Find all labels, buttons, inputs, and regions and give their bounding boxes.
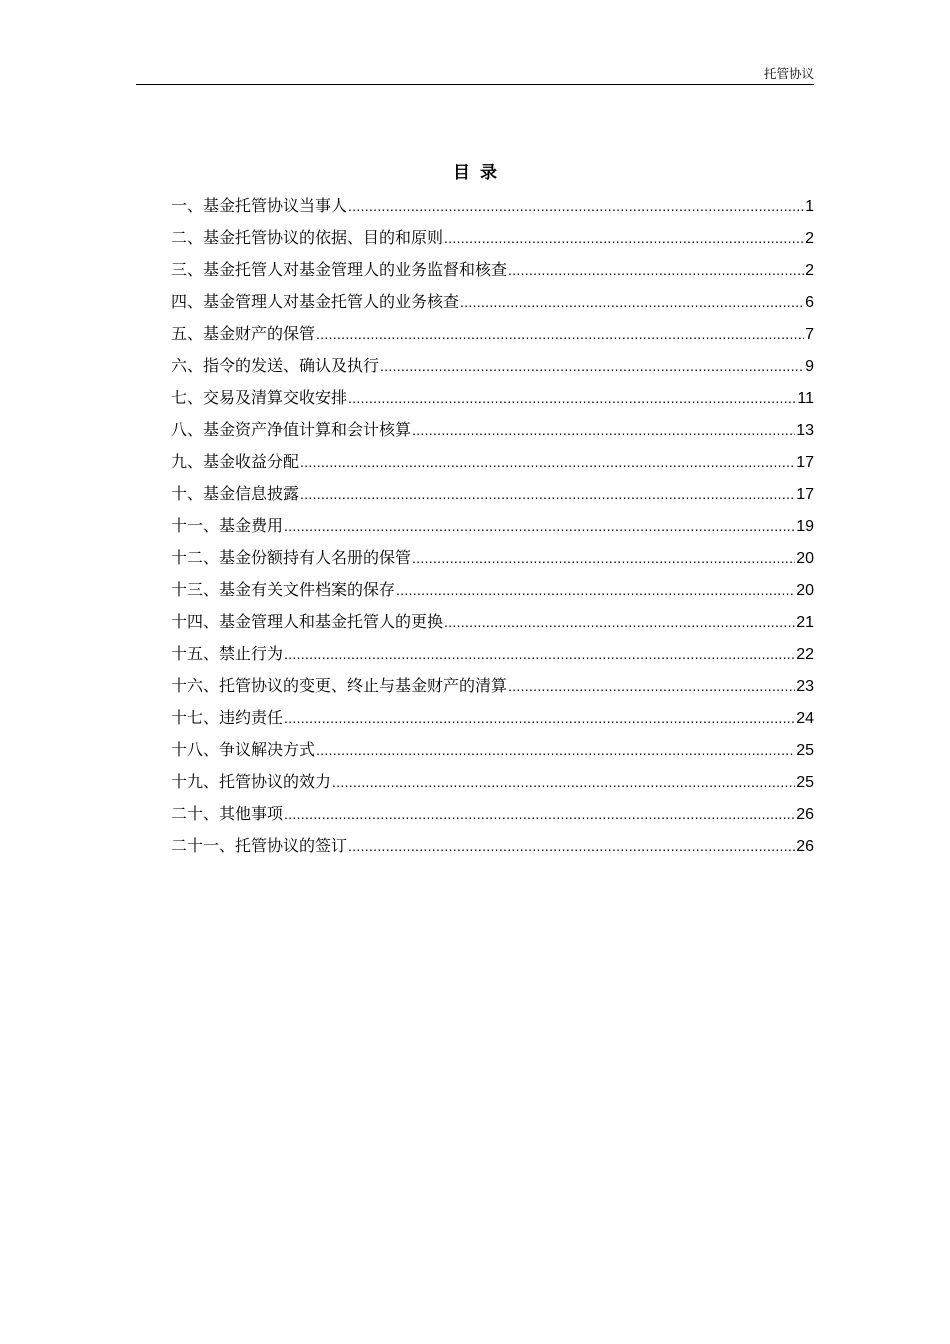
toc-entry[interactable] <box>171 353 814 385</box>
toc-leader-dots <box>284 705 795 731</box>
toc-entry-label: 十五、禁止行为 <box>171 644 284 663</box>
toc-entry-page: 26 <box>796 838 814 855</box>
toc-leader-dots <box>316 737 795 763</box>
toc-entry[interactable] <box>171 769 814 801</box>
toc-entry-label: 二、基金托管协议的依据、目的和原则 <box>171 228 444 247</box>
toc-entry[interactable] <box>171 673 814 705</box>
toc-entry-label: 十九、托管协议的效力 <box>171 772 332 791</box>
toc-entry[interactable] <box>171 513 814 545</box>
toc-entry[interactable] <box>171 449 814 481</box>
toc-entry[interactable] <box>171 705 814 737</box>
toc-entry[interactable] <box>171 545 814 577</box>
toc-leader-dots <box>332 769 795 795</box>
toc-entry-page: 17 <box>796 454 814 471</box>
toc-leader-dots <box>412 417 795 443</box>
toc-entry-label: 一、基金托管协议当事人 <box>171 196 348 215</box>
toc-entry-label: 二十一、托管协议的签订 <box>171 836 348 855</box>
toc-leader-dots <box>300 481 795 507</box>
toc-entry-page: 20 <box>796 582 814 599</box>
toc-entry[interactable] <box>171 833 814 865</box>
toc-entry-page: 21 <box>796 614 814 631</box>
toc-entry-label: 五、基金财产的保管 <box>171 324 316 343</box>
toc-entry[interactable] <box>171 257 814 289</box>
toc-leader-dots <box>348 193 804 219</box>
toc-entry-page: 26 <box>796 806 814 823</box>
toc-entry-label: 十二、基金份额持有人名册的保管 <box>171 548 412 567</box>
toc-leader-dots <box>508 257 804 283</box>
toc-entry-label: 三、基金托管人对基金管理人的业务监督和核查 <box>171 260 508 279</box>
toc-entry-page: 23 <box>796 678 814 695</box>
toc-entry[interactable] <box>171 193 814 225</box>
toc-entry-label: 二十、其他事项 <box>171 804 284 823</box>
toc-entry-label: 十三、基金有关文件档案的保存 <box>171 580 396 599</box>
toc-leader-dots <box>284 641 795 667</box>
toc-entry[interactable] <box>171 385 814 417</box>
toc-entry[interactable] <box>171 609 814 641</box>
toc-entry-page: 19 <box>796 518 814 535</box>
toc-entry-label: 六、指令的发送、确认及执行 <box>171 356 380 375</box>
toc-entry-page: 7 <box>805 326 814 343</box>
toc-entry-page: 25 <box>796 774 814 791</box>
toc-leader-dots <box>316 321 804 347</box>
toc-entry[interactable] <box>171 289 814 321</box>
toc-leader-dots <box>412 545 795 571</box>
toc-entry-label: 八、基金资产净值计算和会计核算 <box>171 420 412 439</box>
toc-entry-page: 1 <box>805 198 814 215</box>
toc-entry-label: 十四、基金管理人和基金托管人的更换 <box>171 612 444 631</box>
toc-entry-page: 13 <box>796 422 814 439</box>
toc-entry[interactable] <box>171 641 814 673</box>
toc-entry[interactable] <box>171 577 814 609</box>
toc-entry-page: 11 <box>797 390 814 407</box>
toc-leader-dots <box>348 385 796 411</box>
toc-entry-label: 十六、托管协议的变更、终止与基金财产的清算 <box>171 676 508 695</box>
toc-entry[interactable] <box>171 737 814 769</box>
table-of-contents <box>171 193 814 865</box>
toc-entry[interactable] <box>171 225 814 257</box>
toc-entry-page: 25 <box>796 742 814 759</box>
toc-leader-dots <box>396 577 795 603</box>
toc-title: 目录 <box>453 163 507 183</box>
toc-entry-page: 2 <box>805 230 814 247</box>
toc-leader-dots <box>284 801 795 827</box>
toc-entry-page: 9 <box>805 358 814 375</box>
toc-leader-dots <box>444 225 804 251</box>
toc-entry-page: 22 <box>796 646 814 663</box>
toc-entry-page: 6 <box>805 294 814 311</box>
toc-entry-label: 十七、违约责任 <box>171 708 284 727</box>
toc-entry[interactable] <box>171 417 814 449</box>
toc-leader-dots <box>508 673 795 699</box>
toc-leader-dots <box>300 449 795 475</box>
toc-entry-label: 十八、争议解决方式 <box>171 740 316 759</box>
toc-leader-dots <box>348 833 795 859</box>
toc-leader-dots <box>380 353 804 379</box>
toc-entry-label: 十、基金信息披露 <box>171 484 300 503</box>
toc-entry[interactable] <box>171 801 814 833</box>
toc-entry-page: 20 <box>796 550 814 567</box>
toc-leader-dots <box>460 289 804 315</box>
toc-entry[interactable] <box>171 321 814 353</box>
toc-entry-page: 24 <box>796 710 814 727</box>
toc-entry-label: 九、基金收益分配 <box>171 452 300 471</box>
page-header <box>136 66 814 85</box>
toc-entry-page: 2 <box>805 262 814 279</box>
toc-leader-dots <box>284 513 795 539</box>
toc-leader-dots <box>444 609 795 635</box>
toc-entry-page: 17 <box>796 486 814 503</box>
toc-entry-label: 十一、基金费用 <box>171 516 284 535</box>
header-title: 托管协议 <box>763 66 814 81</box>
toc-entry[interactable] <box>171 481 814 513</box>
toc-entry-label: 四、基金管理人对基金托管人的业务核查 <box>171 292 460 311</box>
toc-entry-label: 七、交易及清算交收安排 <box>171 388 348 407</box>
